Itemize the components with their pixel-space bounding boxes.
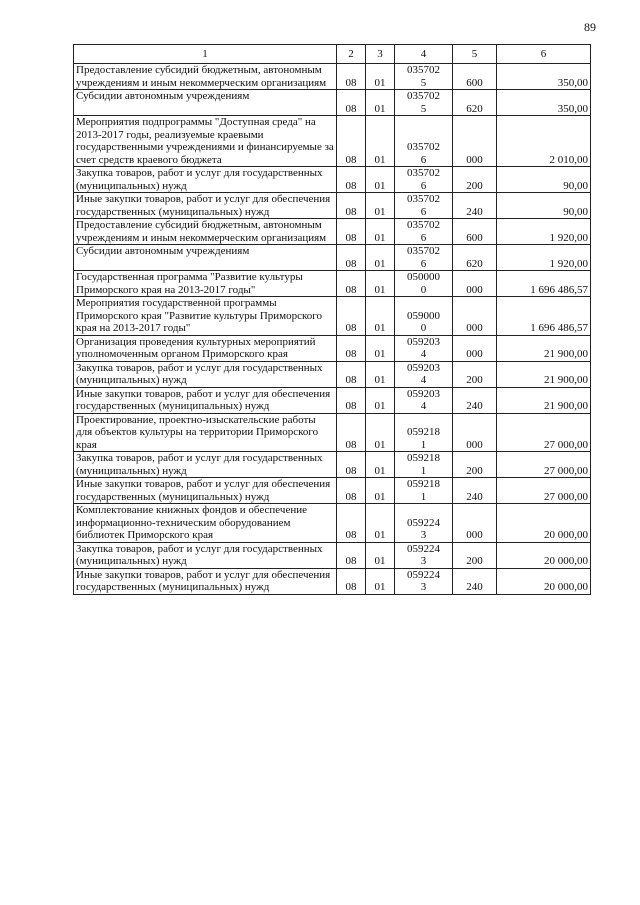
table-row — [74, 542, 591, 568]
table-row — [74, 245, 591, 271]
expense-type-cell: 600 — [453, 219, 497, 245]
table-row — [74, 335, 591, 361]
amount-cell: 1 696 486,57 — [497, 271, 591, 297]
item-name-cell: Предоставление субсидий бюджетным, автономным учреждениям и иным некоммерческим организациям — [74, 64, 337, 90]
item-name-cell: Иные закупки товаров, работ и услуг для обеспечения государственных (муниципальных) нужд — [74, 387, 337, 413]
amount-cell: 27 000,00 — [497, 452, 591, 478]
table-row — [74, 90, 591, 116]
subsection-cell: 01 — [366, 297, 395, 336]
target-article-cell: 059224 3 — [395, 568, 453, 594]
item-name-cell: Государственная программа "Развитие культуры Приморского края на 2013-2017 годы" — [74, 271, 337, 297]
subsection-cell: 01 — [366, 90, 395, 116]
expense-type-cell: 200 — [453, 361, 497, 387]
expense-type-cell: 240 — [453, 478, 497, 504]
expense-type-cell: 000 — [453, 297, 497, 336]
subsection-cell: 01 — [366, 116, 395, 167]
table-row — [74, 271, 591, 297]
expense-type-cell: 200 — [453, 452, 497, 478]
section-cell: 08 — [337, 193, 366, 219]
subsection-cell: 01 — [366, 245, 395, 271]
amount-cell: 27 000,00 — [497, 413, 591, 452]
target-article-cell: 059203 4 — [395, 387, 453, 413]
target-article-cell: 059224 3 — [395, 542, 453, 568]
column-header-6: 6 — [497, 45, 591, 64]
column-header-2: 2 — [337, 45, 366, 64]
target-article-cell: 035702 5 — [395, 64, 453, 90]
item-name-cell: Мероприятия подпрограммы "Доступная среда" на 2013-2017 годы, реализуемые краевыми государственными учреждениями и финансируемые за счет средств краевого бюджета — [74, 116, 337, 167]
target-article-cell: 059218 1 — [395, 452, 453, 478]
target-article-cell: 059218 1 — [395, 478, 453, 504]
item-name-cell: Закупка товаров, работ и услуг для государственных (муниципальных) нужд — [74, 452, 337, 478]
section-cell: 08 — [337, 116, 366, 167]
table-row — [74, 504, 591, 543]
section-cell: 08 — [337, 387, 366, 413]
column-header-4: 4 — [395, 45, 453, 64]
target-article-cell: 059203 4 — [395, 335, 453, 361]
column-header-5: 5 — [453, 45, 497, 64]
table-row — [74, 219, 591, 245]
amount-cell: 350,00 — [497, 90, 591, 116]
section-cell: 08 — [337, 452, 366, 478]
table-row — [74, 413, 591, 452]
amount-cell: 21 900,00 — [497, 361, 591, 387]
table-row — [74, 361, 591, 387]
target-article-cell: 059000 0 — [395, 297, 453, 336]
amount-cell: 20 000,00 — [497, 504, 591, 543]
target-article-cell: 059203 4 — [395, 361, 453, 387]
item-name-cell: Организация проведения культурных мероприятий уполномоченным органом Приморского края — [74, 335, 337, 361]
target-article-cell: 050000 0 — [395, 271, 453, 297]
expense-type-cell: 620 — [453, 90, 497, 116]
item-name-cell: Мероприятия государственной программы Приморского края "Развитие культуры Приморского края на 2013-2017 годы" — [74, 297, 337, 336]
subsection-cell: 01 — [366, 335, 395, 361]
item-name-cell: Комплектование книжных фондов и обеспечение информационно-техническим оборудованием библиотек Приморского края — [74, 504, 337, 543]
subsection-cell: 01 — [366, 478, 395, 504]
amount-cell: 1 920,00 — [497, 219, 591, 245]
amount-cell: 1 696 486,57 — [497, 297, 591, 336]
subsection-cell: 01 — [366, 361, 395, 387]
expense-type-cell: 200 — [453, 167, 497, 193]
expense-type-cell: 000 — [453, 504, 497, 543]
expense-type-cell: 000 — [453, 413, 497, 452]
subsection-cell: 01 — [366, 568, 395, 594]
target-article-cell: 035702 6 — [395, 193, 453, 219]
target-article-cell: 035702 5 — [395, 90, 453, 116]
amount-cell: 90,00 — [497, 193, 591, 219]
section-cell: 08 — [337, 478, 366, 504]
header-row — [74, 45, 591, 64]
section-cell: 08 — [337, 361, 366, 387]
expense-type-cell: 240 — [453, 568, 497, 594]
item-name-cell: Иные закупки товаров, работ и услуг для обеспечения государственных (муниципальных) нужд — [74, 478, 337, 504]
table-row — [74, 167, 591, 193]
amount-cell: 21 900,00 — [497, 335, 591, 361]
column-header-3: 3 — [366, 45, 395, 64]
amount-cell: 1 920,00 — [497, 245, 591, 271]
section-cell: 08 — [337, 504, 366, 543]
expense-type-cell: 240 — [453, 193, 497, 219]
item-name-cell: Закупка товаров, работ и услуг для государственных (муниципальных) нужд — [74, 542, 337, 568]
section-cell: 08 — [337, 219, 366, 245]
table-row — [74, 297, 591, 336]
section-cell: 08 — [337, 245, 366, 271]
subsection-cell: 01 — [366, 271, 395, 297]
item-name-cell: Закупка товаров, работ и услуг для государственных (муниципальных) нужд — [74, 167, 337, 193]
subsection-cell: 01 — [366, 452, 395, 478]
item-name-cell: Иные закупки товаров, работ и услуг для обеспечения государственных (муниципальных) нужд — [74, 568, 337, 594]
table-body — [74, 64, 591, 595]
section-cell: 08 — [337, 335, 366, 361]
subsection-cell: 01 — [366, 167, 395, 193]
table-row — [74, 64, 591, 90]
subsection-cell: 01 — [366, 193, 395, 219]
expense-type-cell: 200 — [453, 542, 497, 568]
section-cell: 08 — [337, 413, 366, 452]
table-row — [74, 568, 591, 594]
table-row — [74, 116, 591, 167]
target-article-cell: 035702 6 — [395, 167, 453, 193]
column-header-1: 1 — [74, 45, 337, 64]
target-article-cell: 035702 6 — [395, 245, 453, 271]
subsection-cell: 01 — [366, 219, 395, 245]
item-name-cell: Проектирование, проектно-изыскательские работы для объектов культуры на территории Приморского края — [74, 413, 337, 452]
expense-type-cell: 000 — [453, 116, 497, 167]
amount-cell: 27 000,00 — [497, 478, 591, 504]
budget-table — [73, 44, 591, 595]
amount-cell: 20 000,00 — [497, 542, 591, 568]
table-row — [74, 387, 591, 413]
table-row — [74, 478, 591, 504]
section-cell: 08 — [337, 568, 366, 594]
expense-type-cell: 600 — [453, 64, 497, 90]
section-cell: 08 — [337, 271, 366, 297]
amount-cell: 2 010,00 — [497, 116, 591, 167]
subsection-cell: 01 — [366, 413, 395, 452]
page-number: 89 — [584, 20, 596, 34]
table-row — [74, 193, 591, 219]
amount-cell: 20 000,00 — [497, 568, 591, 594]
section-cell: 08 — [337, 542, 366, 568]
section-cell: 08 — [337, 64, 366, 90]
target-article-cell: 035702 6 — [395, 219, 453, 245]
subsection-cell: 01 — [366, 64, 395, 90]
section-cell: 08 — [337, 90, 366, 116]
target-article-cell: 035702 6 — [395, 116, 453, 167]
item-name-cell: Закупка товаров, работ и услуг для государственных (муниципальных) нужд — [74, 361, 337, 387]
item-name-cell: Предоставление субсидий бюджетным, автономным учреждениям и иным некоммерческим организациям — [74, 219, 337, 245]
expense-type-cell: 000 — [453, 335, 497, 361]
item-name-cell: Иные закупки товаров, работ и услуг для обеспечения государственных (муниципальных) нужд — [74, 193, 337, 219]
amount-cell: 90,00 — [497, 167, 591, 193]
target-article-cell: 059218 1 — [395, 413, 453, 452]
amount-cell: 350,00 — [497, 64, 591, 90]
subsection-cell: 01 — [366, 504, 395, 543]
item-name-cell: Субсидии автономным учреждениям — [74, 90, 337, 116]
item-name-cell: Субсидии автономным учреждениям — [74, 245, 337, 271]
expense-type-cell: 620 — [453, 245, 497, 271]
amount-cell: 21 900,00 — [497, 387, 591, 413]
section-cell: 08 — [337, 167, 366, 193]
section-cell: 08 — [337, 297, 366, 336]
subsection-cell: 01 — [366, 542, 395, 568]
expense-type-cell: 240 — [453, 387, 497, 413]
target-article-cell: 059224 3 — [395, 504, 453, 543]
table-row — [74, 452, 591, 478]
subsection-cell: 01 — [366, 387, 395, 413]
expense-type-cell: 000 — [453, 271, 497, 297]
